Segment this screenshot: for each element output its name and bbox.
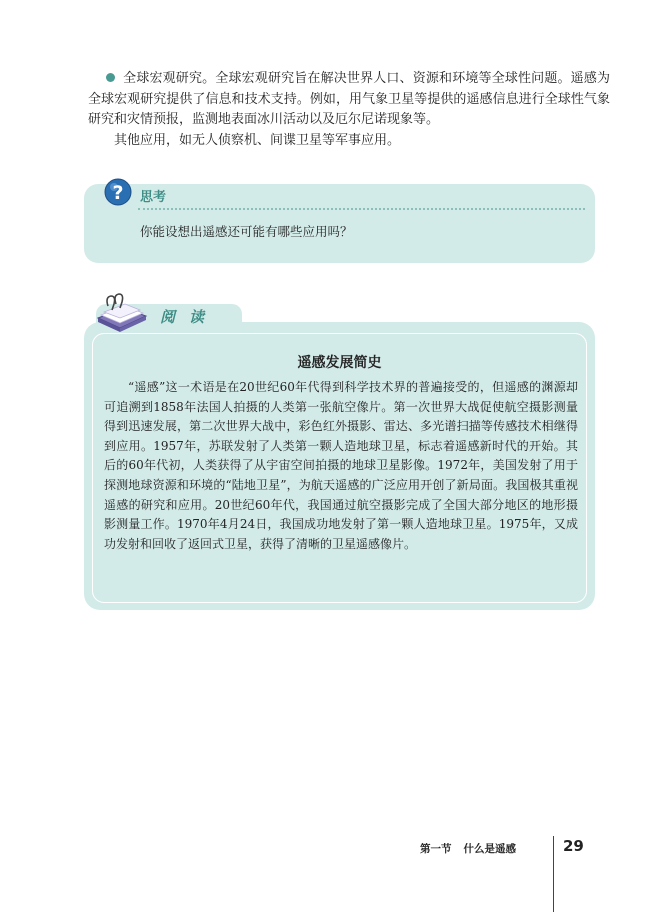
paper-stack-clip-icon (94, 292, 150, 336)
think-divider (138, 208, 585, 210)
reading-body: “遥感”这一术语是在20世纪60年代得到科学技术界的普遍接受的，但遥感的渊源却可追溯到1858年法国人拍摄的人类第一张航空像片。第一次世界大战促使航空摄影测量得到迅速发展，第二次世界大战中，彩色红外摄影、雷达、多光谱扫描等传感技术相继得到应用。1957年，苏联发射了人类第一颗人造地球卫星，标志着遥感新时代的开始。其后的60年代初，人类获得了从宇宙空间拍摄的地球卫星影像。1972年，美国发射了用于探测地球资源和环境的“陆地卫星”，为航天遥感的广泛应用开创了新局面。我国极其重视遥感的研究和应用。20世纪60年代，我国通过航空摄影完成了全国大部分地区的地形摄影测量工作。1970年4月24日，我国成功地发射了第一颗人造地球卫星。1975年，又成功发射和回收了返回式卫星，获得了清晰的卫星遥感像片。 (104, 380, 578, 551)
footer-chapter-title: 什么是遥感 (463, 843, 516, 855)
footer-section: 第一节 (420, 843, 452, 855)
page-number: 29 (563, 837, 584, 855)
bullet-dot-icon (106, 73, 115, 82)
think-title: 思考 (140, 190, 167, 205)
reading-title: 遥感发展简史 (297, 355, 382, 371)
other-applications-paragraph: 其他应用，如无人侦察机、间谍卫星等军事应用。 (114, 133, 401, 148)
reading-label: 阅读 (160, 308, 219, 326)
question-mark-icon (104, 178, 132, 206)
svg-text:?: ? (112, 182, 124, 204)
global-research-paragraph (88, 69, 610, 131)
global-research-text: 全球宏观研究。全球宏观研究旨在解决世界人口、资源和环境等全球性问题。遥感为全球宏观研究提供了信息和技术支持。例如，用气象卫星等提供的遥感信息进行全球性气象研究和灾情预报，监测地表面冰川活动以及厄尔尼诺现象等。 (88, 71, 610, 127)
footer-running-head (420, 841, 516, 856)
footer-divider (553, 836, 554, 912)
think-question: 你能设想出遥感还可能有哪些应用吗？ (140, 224, 353, 239)
